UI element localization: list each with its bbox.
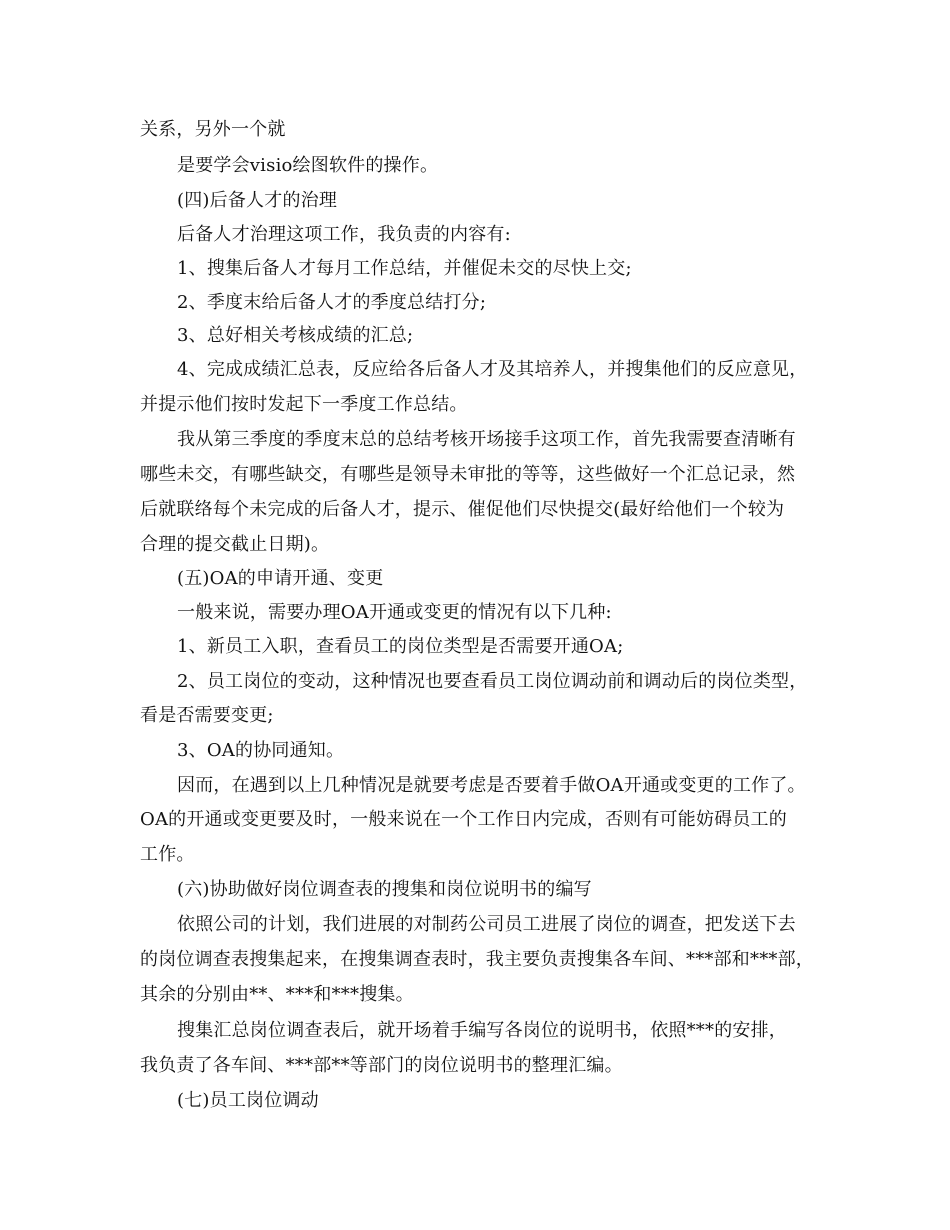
paragraph-line: 后就联络每个未完成的后备人才，提示、催促他们尽快提交(最好给他们一个较为 [140,499,785,520]
list-item: 3、OA的协同通知。 [177,740,345,761]
list-item: 3、总好相关考核成绩的汇总; [177,325,414,346]
list-item: 2、员工岗位的变动，这种情况也要查看员工岗位调动前和调动后的岗位类型， [177,671,808,692]
text-line: 并提示他们按时发起下一季度工作总结。 [140,394,468,415]
paragraph-line: 因而，在遇到以上几种情况是就要考虑是否要着手做OA开通或变更的工作了。 [177,775,806,796]
list-item: 1、搜集后备人才每月工作总结，并催促未交的尽快上交; [177,258,632,279]
list-item: 4、完成成绩汇总表，反应给各后备人才及其培养人，并搜集他们的反应意见， [177,359,808,380]
text-line: 是要学会visio绘图软件的操作。 [177,155,439,176]
paragraph-line: 合理的提交截止日期)。 [140,534,330,555]
text-line: 后备人才治理这项工作，我负责的内容有: [177,224,511,245]
section-heading: (六)协助做好岗位调查表的搜集和岗位说明书的编写 [177,879,592,900]
paragraph-line: 我负责了各车间、***部**等部门的岗位说明书的整理汇编。 [140,1055,623,1076]
list-item: 1、新员工入职，查看员工的岗位类型是否需要开通OA; [177,636,624,657]
section-heading: (四)后备人才的治理 [177,190,338,211]
paragraph-line: 的岗位调查表搜集起来，在搜集调查表时，我主要负责搜集各车间、***部和***部， [140,949,814,970]
text-line: 关系，另外一个就 [140,119,286,140]
section-heading: (五)OA的申请开通、变更 [177,568,384,589]
section-heading: (七)员工岗位调动 [177,1090,319,1111]
list-item: 2、季度末给后备人才的季度总结打分; [177,292,487,313]
text-line: 一般来说，需要办理OA开通或变更的情况有以下几种: [177,602,612,623]
paragraph-line: 依照公司的计划，我们进展的对制药公司员工进展了岗位的调查，把发送下去 [177,914,796,935]
paragraph-line: 我从第三季度的季度末总的总结考核开场接手这项工作，首先我需要查清晰有 [177,429,796,450]
paragraph-line: 哪些未交，有哪些缺交，有哪些是领导未审批的等等，这些做好一个汇总记录，然 [140,464,796,485]
paragraph-line: OA的开通或变更要及时，一般来说在一个工作日内完成，否则有可能妨碍员工的 [140,809,787,830]
text-line: 看是否需要变更; [140,705,274,726]
paragraph-line: 搜集汇总岗位调查表后，就开场着手编写各岗位的说明书，依照***的安排， [177,1020,787,1041]
paragraph-line: 工作。 [140,844,195,865]
paragraph-line: 其余的分别由**、***和***搜集。 [140,984,414,1005]
